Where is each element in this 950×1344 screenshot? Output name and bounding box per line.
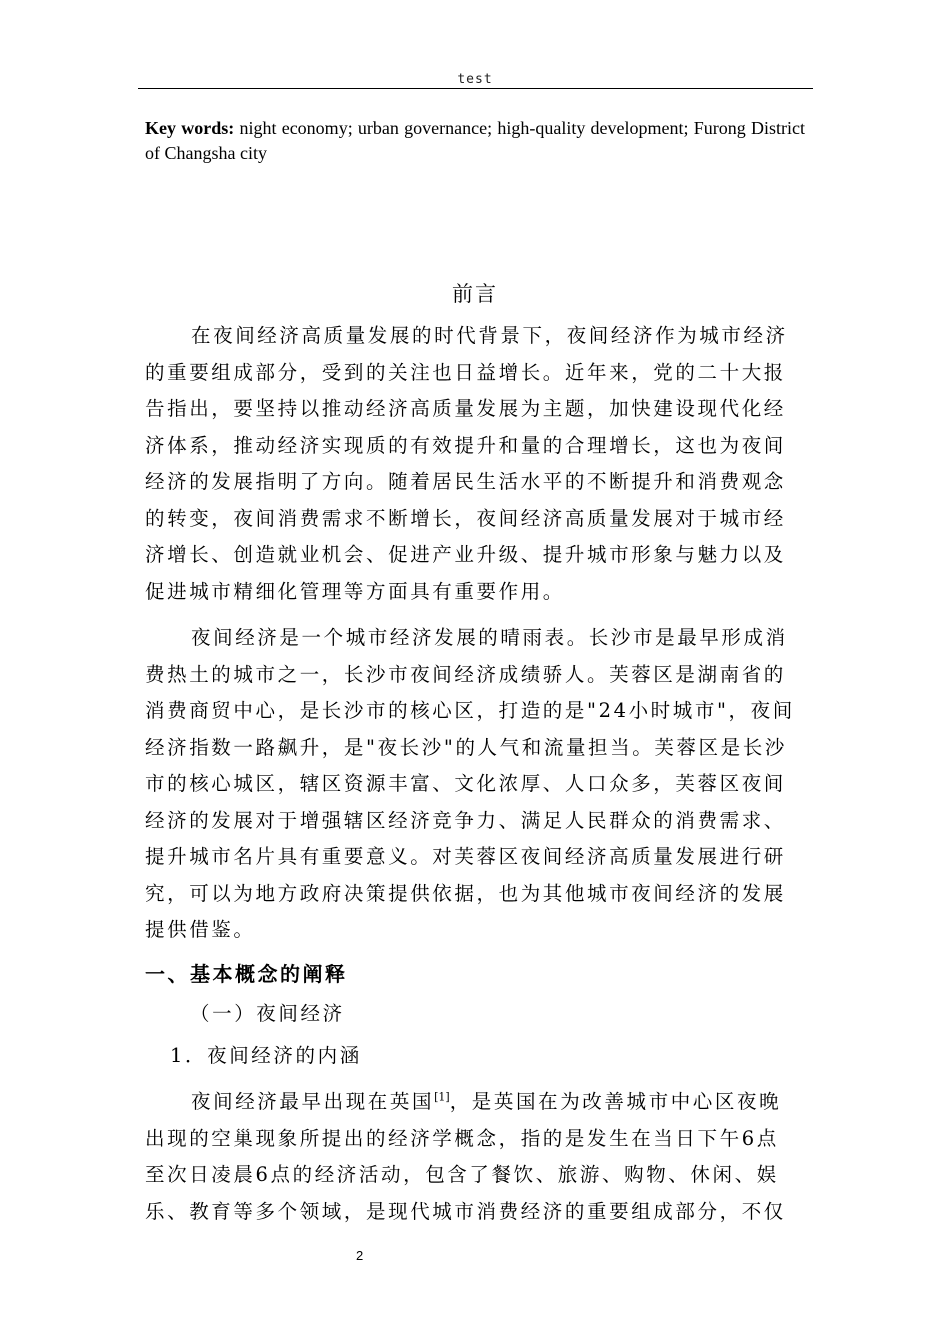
paragraph-line: 乐、教育等多个领域，是现代城市消费经济的重要组成部分，不仅 <box>145 1199 786 1223</box>
running-header: test <box>457 72 493 87</box>
paragraph-line: 经济的发展指明了方向。随着居民生活水平的不断提升和消费观念 <box>145 470 786 493</box>
paragraph-line: 的重要组成部分，受到的关注也日益增长。近年来，党的二十大报 <box>145 360 786 384</box>
keywords-paragraph <box>145 116 805 166</box>
paragraph-line <box>145 1084 805 1121</box>
keywords-text: night economy; urban governance; high-quality development; Furong District of Changsha city <box>145 118 805 163</box>
citation-ref[interactable]: [1] <box>434 1090 450 1104</box>
paragraph-line: 费热土的城市之一，长沙市夜间经济成绩骄人。芙蓉区是湖南省的 <box>145 662 786 686</box>
paragraph-line: 济体系，推动经济实现质的有效提升和量的合理增长，这也为夜间 <box>145 433 786 457</box>
keywords-label: Key words: <box>145 118 235 138</box>
paragraph-line: 夜间经济是一个城市经济发展的晴雨表。长沙市是最早形成消 <box>191 626 788 649</box>
paragraph-line: 市的核心城区，辖区资源丰富、文化浓厚、人口众多，芙蓉区夜间 <box>145 772 786 795</box>
paragraph-2 <box>145 620 805 949</box>
item-heading: 1．夜间经济的内涵 <box>170 1044 362 1067</box>
paragraph-line: 的转变，夜间消费需求不断增长，夜间经济高质量发展对于城市经 <box>145 506 786 530</box>
section-heading: 一、基本概念的阐释 <box>145 962 348 986</box>
paragraph-1 <box>145 318 805 610</box>
paragraph-3 <box>145 1084 805 1230</box>
paragraph-text: 夜间经济最早出现在英国 <box>191 1090 435 1113</box>
paragraph-line: 提供借鉴。 <box>145 918 256 941</box>
preface-title: 前言 <box>452 282 498 306</box>
header-rule <box>138 88 813 89</box>
paragraph-line: 提升城市名片具有重要意义。对芙蓉区夜间经济高质量发展进行研 <box>145 845 786 868</box>
paragraph-line: 告指出，要坚持以推动经济高质量发展为主题，加快建设现代化经 <box>145 397 786 420</box>
paragraph-line: 经济的发展对于增强辖区经济竞争力、满足人民群众的消费需求、 <box>145 808 786 832</box>
paragraph-text: ，是英国在为改善城市中心区夜晚 <box>449 1090 782 1113</box>
paragraph-line: 济增长、创造就业机会、促进产业升级、提升城市形象与魅力以及 <box>145 543 786 566</box>
paragraph-line: 经济指数一路飙升，是"夜长沙"的人气和流量担当。芙蓉区是长沙 <box>145 735 787 759</box>
paragraph-line: 在夜间经济高质量发展的时代背景下，夜间经济作为城市经济 <box>191 324 788 347</box>
paragraph-line: 至次日凌晨6点的经济活动，包含了餐饮、旅游、购物、休闲、娱 <box>145 1163 779 1186</box>
paragraph-line: 究，可以为地方政府决策提供依据，也为其他城市夜间经济的发展 <box>145 881 786 905</box>
paragraph-line: 促进城市精细化管理等方面具有重要作用。 <box>145 579 565 603</box>
page-number: 2 <box>356 1248 364 1263</box>
subsection-heading: （一）夜间经济 <box>190 1002 345 1025</box>
paragraph-line: 出现的空巢现象所提出的经济学概念，指的是发生在当日下午6点 <box>145 1126 779 1150</box>
paragraph-line: 消费商贸中心，是长沙市的核心区，打造的是"24小时城市"，夜间 <box>145 699 795 722</box>
